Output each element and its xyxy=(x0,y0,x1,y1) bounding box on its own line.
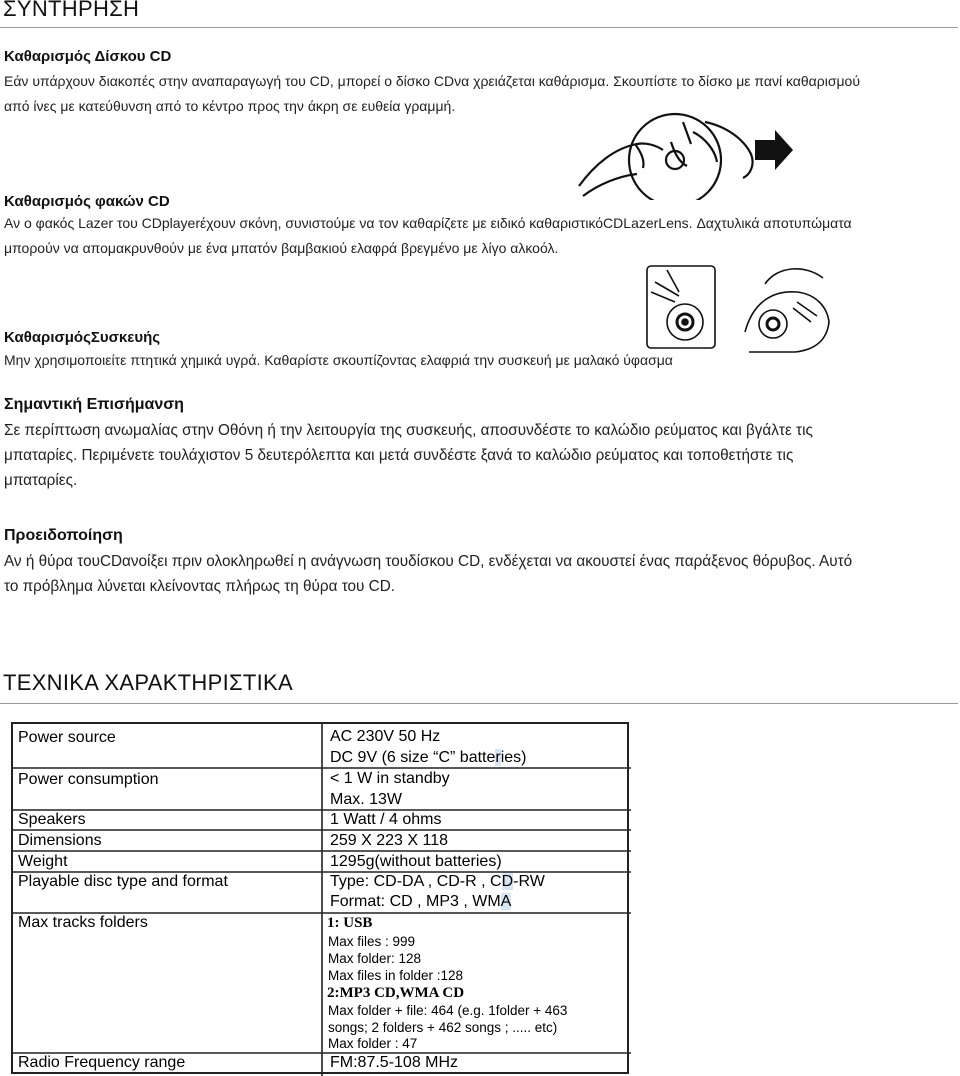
paragraph-line: Αν ή θύρα τουCDανοίξει πριν ολοκληρωθεί η ανάγνωση τουδίσκου CD, ενδέχεται να ακουστεί ένας παράξενος θόρυβος. Αυτό xyxy=(4,553,853,570)
value-radio: FM:87.5-108 MHz xyxy=(330,1054,459,1071)
value-mp3-line1: Max folder + file: 464 (e.g. 1folder + 463 xyxy=(328,1003,568,1018)
value-usb-files-in-folder: Max files in folder :128 xyxy=(328,968,464,983)
value-format xyxy=(330,893,511,911)
label-playable-disc: Playable disc type and format xyxy=(18,873,228,890)
paragraph-line: Μην χρησιμοποιείτε πτητικά χημικά υγρά. Καθαρίστε σκουπίζοντας ελαφριά την συσκευή με μαλακό ύφασμα xyxy=(4,352,673,368)
paragraph-line: μπαταρίες. Περιμένετε τουλάχιστον 5 δευτερόλεπτα και μετά συνδέστε ξανά το καλώδιο ρεύματος και τοποθετήστε τις xyxy=(4,447,794,464)
label-power-source: Power source xyxy=(18,729,116,746)
value-dimensions: 259 X 223 X 118 xyxy=(330,832,449,849)
heading-divider xyxy=(0,27,958,28)
paragraph-line: μπαταρίες. xyxy=(4,472,78,489)
section-title: Καθαρισμός Δίσκου CD xyxy=(4,48,172,65)
value-usb-files: Max files : 999 xyxy=(328,934,416,949)
important-note-section xyxy=(4,396,813,493)
value-format-part: Format: CD , MP3 , WM xyxy=(330,893,501,910)
label-radio-frequency: Radio Frequency range xyxy=(18,1054,186,1071)
section-title: ΚαθαρισμόςΣυσκευής xyxy=(4,329,161,346)
value-weight: 1295g(without batteries) xyxy=(330,853,502,870)
value-mp3-line3: Max folder : 47 xyxy=(328,1036,418,1051)
value-mp3-line2: songs; 2 folders + 462 songs ; ..... etc) xyxy=(328,1020,558,1035)
maintenance-heading: ΣΥΝΤΗΡΗΣΗ xyxy=(3,0,140,21)
value-dc-part: ies) xyxy=(500,749,527,766)
label-dimensions: Dimensions xyxy=(18,832,102,849)
value-speakers: 1 Watt / 4 ohms xyxy=(330,811,442,828)
device-cleaning-section xyxy=(4,329,673,373)
lens-cleaning-illustration xyxy=(645,262,833,354)
paragraph-line: το πρόβλημα λύνεται κλείνοντας πλήρως τη θύρα του CD. xyxy=(4,578,395,595)
value-dc xyxy=(330,749,527,767)
value-mp3-title: 2:MP3 CD,WMA CD xyxy=(327,985,465,1001)
section-title: Σημαντική Επισήμανση xyxy=(4,396,184,413)
value-type xyxy=(330,873,545,891)
lens-cleaning-section xyxy=(4,193,852,261)
paragraph-line: Εάν υπάρχουν διακοπές στην αναπαραγωγή του CD, μπορεί ο δίσκο CDνα χρειάζεται καθάρισμα. Σκουπίστε το δίσκο με πανί καθαρισμού xyxy=(4,73,861,89)
value-standby: < 1 W in standby xyxy=(330,770,450,787)
value-type-part: Type: CD-DA , CD-R , C xyxy=(330,873,502,890)
paragraph-line: Σε περίπτωση ανωμαλίας στην Οθόνη ή την λειτουργία της συσκευής, αποσυνδέστε το καλώδιο ρεύματος και βγάλτε τις xyxy=(4,422,813,439)
paragraph-line: από ίνες με κατεύθυνση από το κέντρο προς την άκρη σε ευθεία γραμμή. xyxy=(4,98,456,114)
specs-heading-divider xyxy=(0,703,958,704)
section-title: Προειδοποίηση xyxy=(4,527,123,544)
label-weight: Weight xyxy=(18,853,68,870)
value-usb-folder: Max folder: 128 xyxy=(328,951,422,966)
paragraph-line: μπορούν να απομακρυνθούν με ένα μπατόν βαμβακιού ελαφρά βρεγμένο με λίγο αλκοόλ. xyxy=(4,240,559,256)
value-format-highlight: A xyxy=(500,893,512,910)
value-type-highlight: D xyxy=(501,873,514,890)
label-power-consumption: Power consumption xyxy=(18,771,159,788)
cd-cleaning-illustration xyxy=(575,104,795,200)
label-max-tracks: Max tracks folders xyxy=(18,914,148,931)
warning-section xyxy=(4,527,852,599)
section-title: Καθαρισμός φακών CD xyxy=(4,193,170,210)
specs-table xyxy=(11,722,629,1074)
value-type-part: -RW xyxy=(513,873,545,890)
specs-heading: ΤΕΧΝΙΚΑ ΧΑΡΑΚΤΗΡΙΣΤΙΚΑ xyxy=(3,670,293,695)
value-usb-title: 1: USB xyxy=(327,915,373,931)
label-speakers: Speakers xyxy=(18,811,86,828)
value-dc-part: DC 9V (6 size “C” batte xyxy=(330,749,496,766)
paragraph-line: Αν ο φακός Lazer του CDplayerέχουν σκόνη, συνιστούμε να τον καθαρίζετε με ειδικό καθαριστικόCDLazerLens. Δαχτυλικά αποτυπώματα xyxy=(4,215,852,231)
value-ac: AC 230V 50 Hz xyxy=(330,728,441,745)
value-max-power: Max. 13W xyxy=(330,791,403,808)
value-dc-highlight: r xyxy=(495,749,501,766)
